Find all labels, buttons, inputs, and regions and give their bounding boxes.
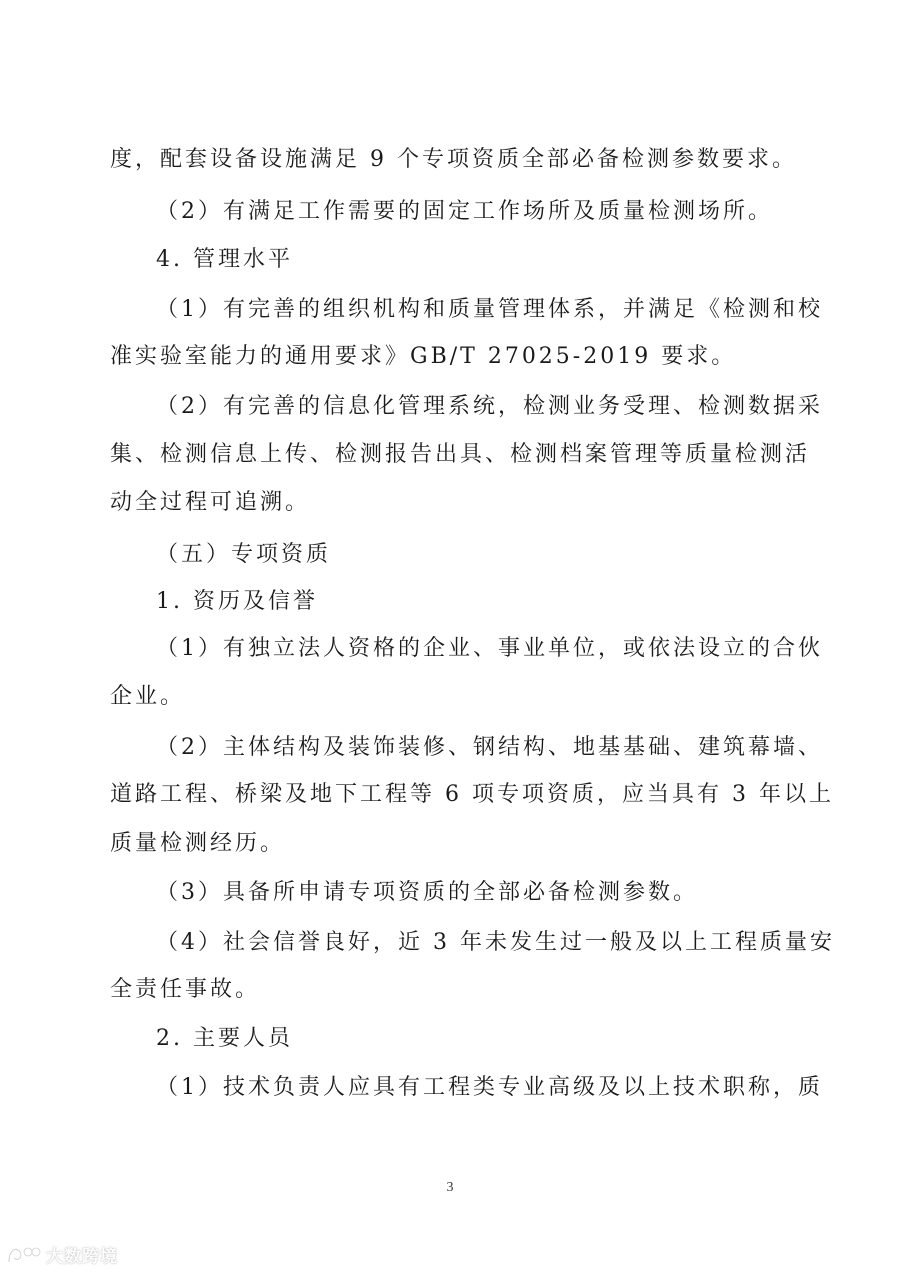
body-line: （2）主体结构及装饰装修、钢结构、地基基础、建筑幕墙、 <box>156 735 823 760</box>
watermark <box>6 1240 118 1268</box>
section-heading: 4. 管理水平 <box>156 247 293 272</box>
body-line: （2）有完善的信息化管理系统，检测业务受理、检测数据采 <box>156 394 823 419</box>
body-line: 全责任事故。 <box>110 977 261 1002</box>
body-line: （1）有完善的组织机构和质量管理体系，并满足《检测和校 <box>156 297 823 322</box>
body-line: （2）有满足工作需要的固定工作场所及质量检测场所。 <box>156 199 773 224</box>
body-line: 集、检测信息上传、检测报告出具、检测档案管理等质量检测活 <box>110 442 811 467</box>
section-heading: （五）专项资质 <box>156 542 332 567</box>
body-line: 度，配套设备设施满足 9 个专项资质全部必备检测参数要求。 <box>110 147 797 172</box>
watermark-logo-icon <box>6 1242 42 1266</box>
body-line: （1）有独立法人资格的企业、事业单位，或依法设立的合伙 <box>156 636 823 661</box>
section-heading: 2. 主要人员 <box>156 1026 293 1051</box>
body-line: 准实验室能力的通用要求》GB/T 27025-2019 要求。 <box>110 344 737 369</box>
body-line: （1）技术负责人应具有工程类专业高级及以上技术职称，质 <box>156 1075 823 1100</box>
section-heading: 1. 资历及信誉 <box>156 589 318 614</box>
page-number: 3 <box>446 1180 454 1195</box>
body-line: 企业。 <box>110 684 186 709</box>
body-line: 动全过程可追溯。 <box>110 490 311 515</box>
body-line: （4）社会信誉良好，近 3 年未发生过一般及以上工程质量安 <box>156 930 835 955</box>
body-line: 道路工程、桥梁及地下工程等 6 项专项资质，应当具有 3 年以上 <box>110 782 834 807</box>
body-line: 质量检测经历。 <box>110 831 286 856</box>
watermark-text: 大数跨境 <box>46 1246 118 1267</box>
body-line: （3）具备所申请专项资质的全部必备检测参数。 <box>156 880 698 905</box>
